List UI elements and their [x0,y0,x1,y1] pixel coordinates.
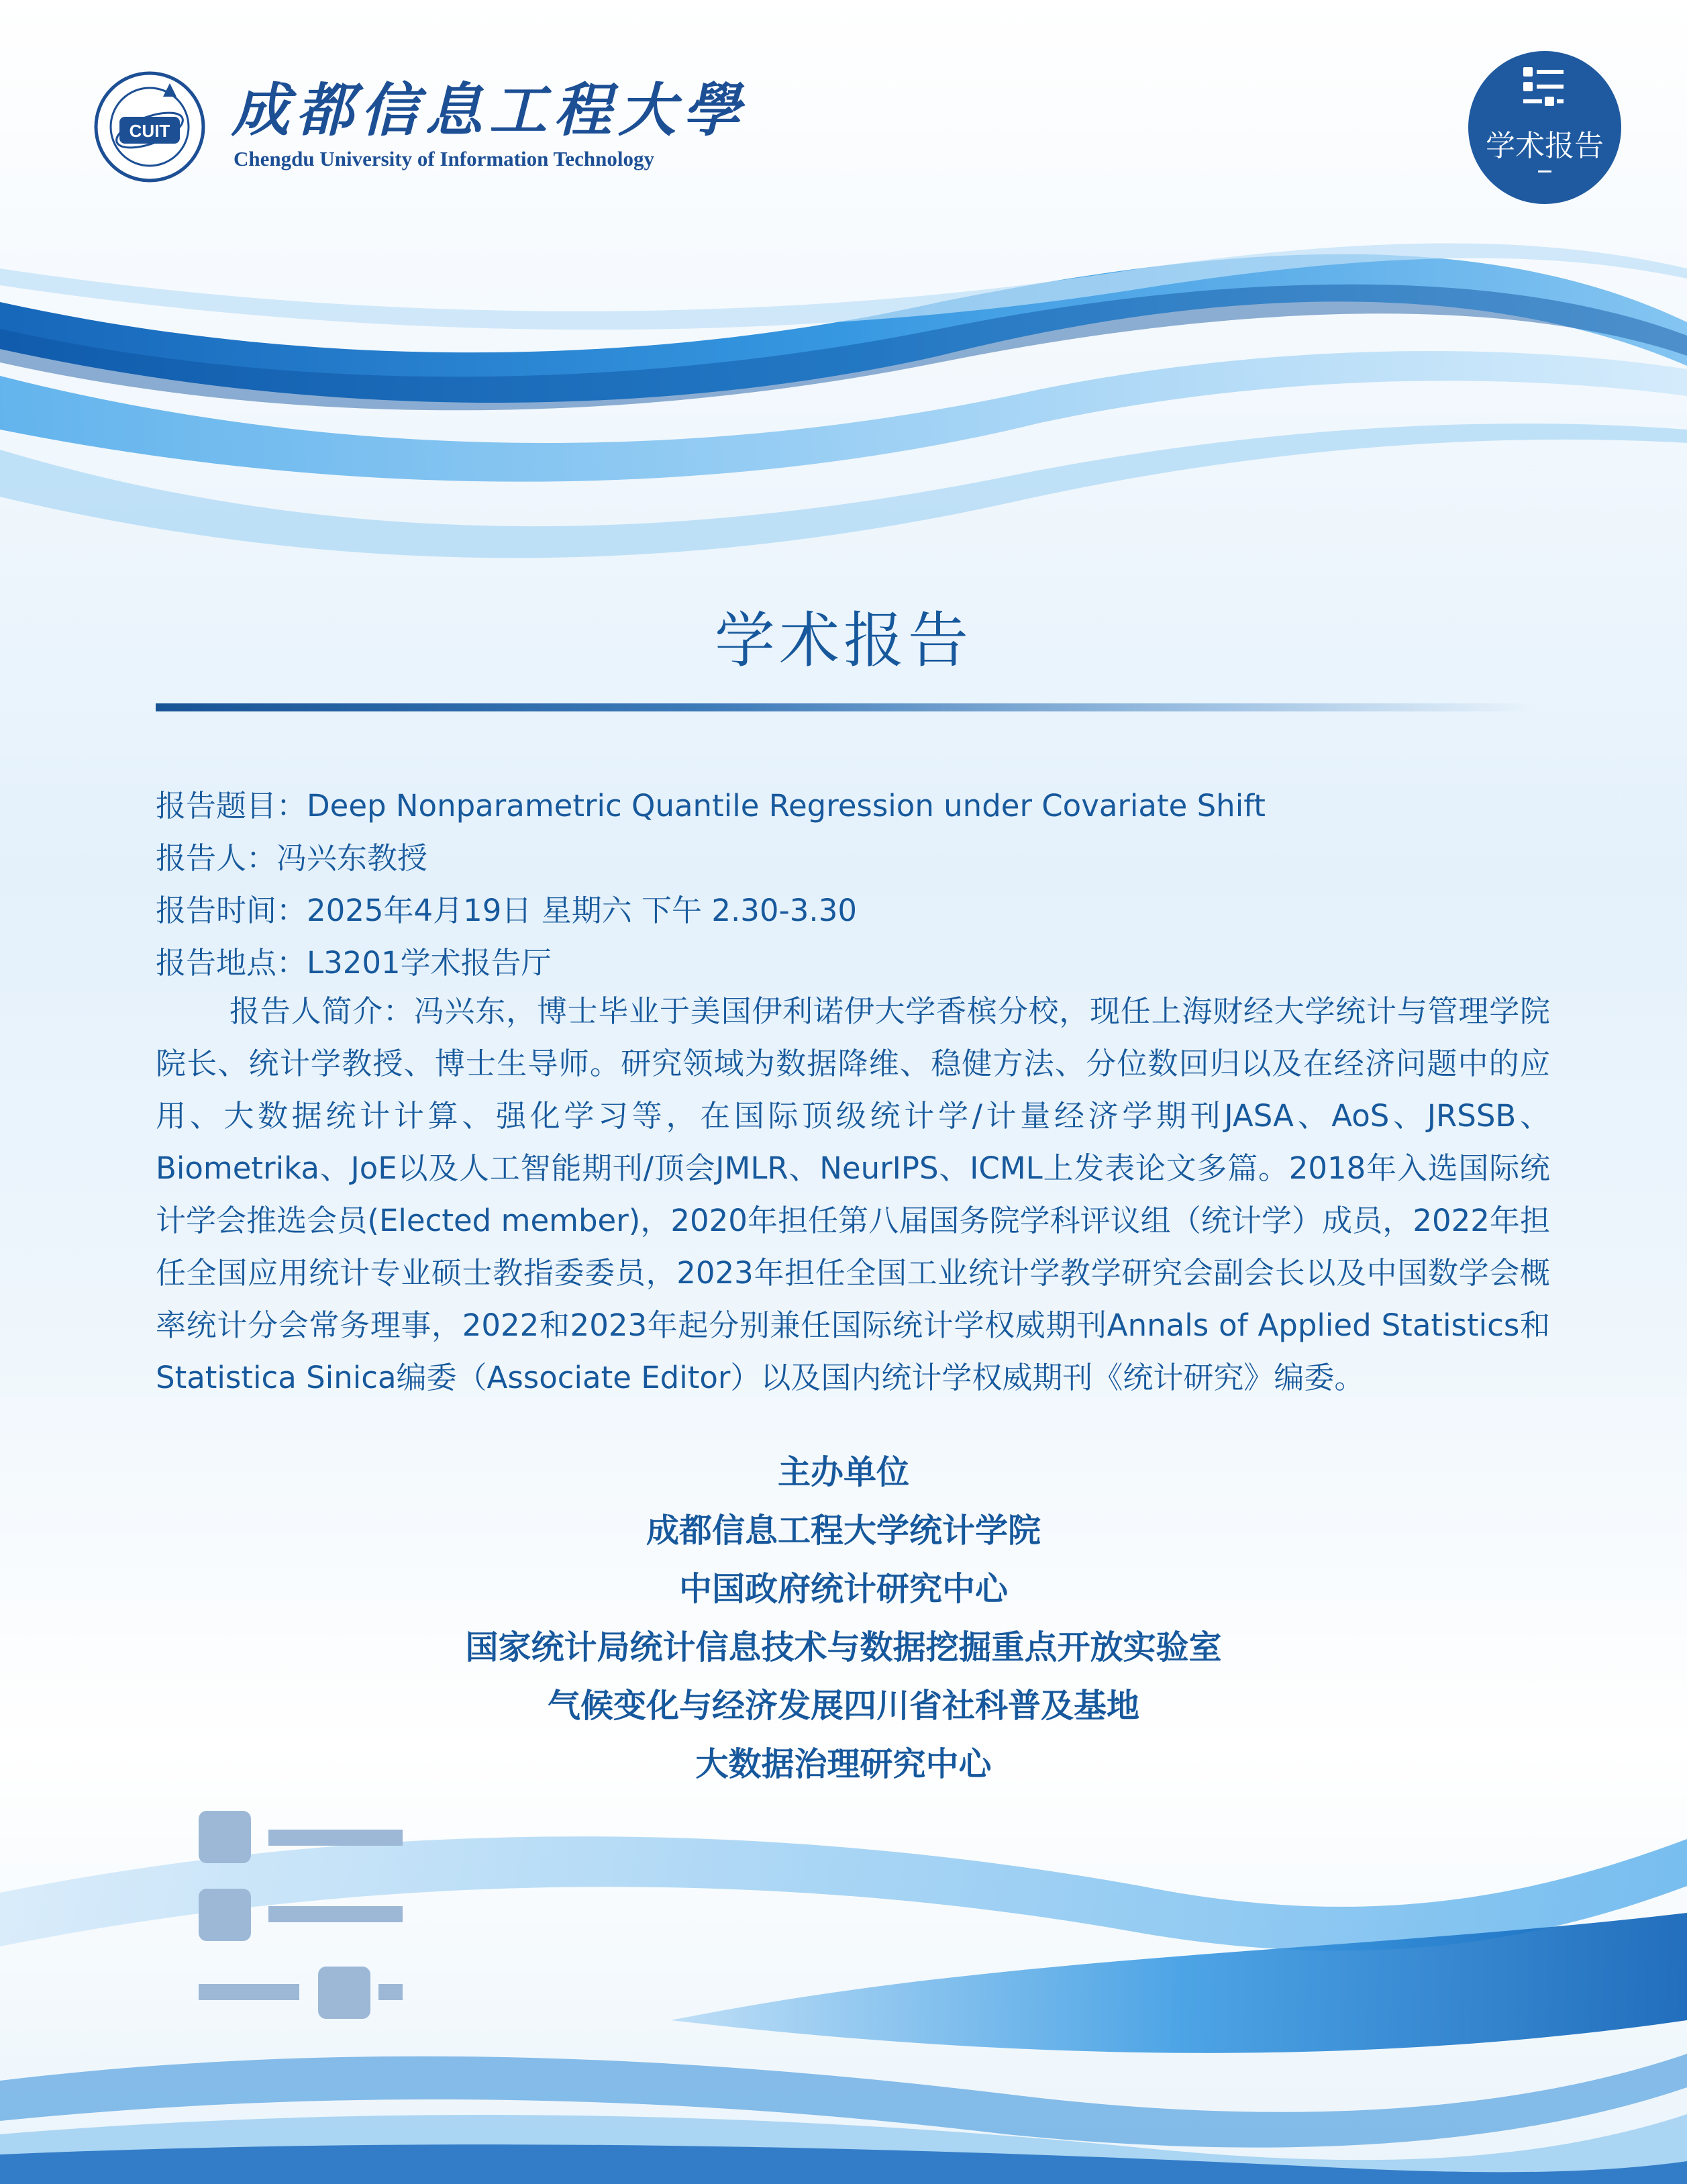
organizer-item: 成都信息工程大学统计学院 [646,1511,1041,1550]
title-underline [156,703,1531,711]
organizer-item: 中国政府统计研究中心 [678,1570,1008,1608]
badge-label: 学术报告 [1486,129,1604,163]
academic-report-badge [1468,51,1621,204]
page-title: 学术报告 [715,605,972,676]
speaker-biography: 报告人简介：冯兴东，博士毕业于美国伊利诺伊大学香槟分校，现任上海财经大学统计与管理学院院长、统计学教授、博士生导师。研究领域为数据降维、稳健方法、分位数回归以及在经济问题中的应用、大数据统计计算、强化学习等，在国际顶级统计学/计量经济学期刊JASA、AoS、JRSSB、Biometrika、JoE以及人工智能期刊/顶会JMLR、NeurIPS、ICML上发表论文多篇。2018年入选国际统计学会推选会员(Elected member)，2020年担任第八届国务院学科评议组（统计学）成员，2022年担任全国应用统计专业硕士教指委委员，2023年担任全国工业统计学教学研究会副会长以及中国数学会概率统计分会常务理事，2022和2023年起分别兼任国际统计学权威期刊Annals of Applied Statistics和Statistica Sinica编委（Associate Editor）以及国内统计学权威期刊《统计研究》编委。 [156,993,1550,1395]
organizer-item: 大数据治理研究中心 [695,1745,992,1783]
report-location: 报告地点：L3201学术报告厅 [156,945,552,981]
university-emblem-logo [93,70,207,184]
university-name-english: Chengdu University of Information Technology [234,147,654,170]
organizers-section [0,1443,1687,1793]
badge-dash [1538,170,1551,172]
organizer-item: 气候变化与经济发展四川省社科普及基地 [547,1687,1139,1725]
list-icon [1521,63,1568,110]
report-time: 报告时间：2025年4月19日 星期六 下午 2.30-3.30 [156,893,857,928]
university-name-chinese: 成都信息工程大學 [232,77,747,144]
decorative-list-shapes [199,1805,413,2020]
logo-abbrev: CUIT [129,121,170,141]
report-speaker: 报告人：冯兴东教授 [156,840,428,876]
organizer-item: 国家统计局统计信息技术与数据挖掘重点开放实验室 [465,1628,1222,1667]
organizers-heading: 主办单位 [777,1453,909,1491]
top-wave-decoration [0,228,1687,658]
report-topic: 报告题目：Deep Nonparametric Quantile Regression under Covariate Shift [156,788,1266,824]
